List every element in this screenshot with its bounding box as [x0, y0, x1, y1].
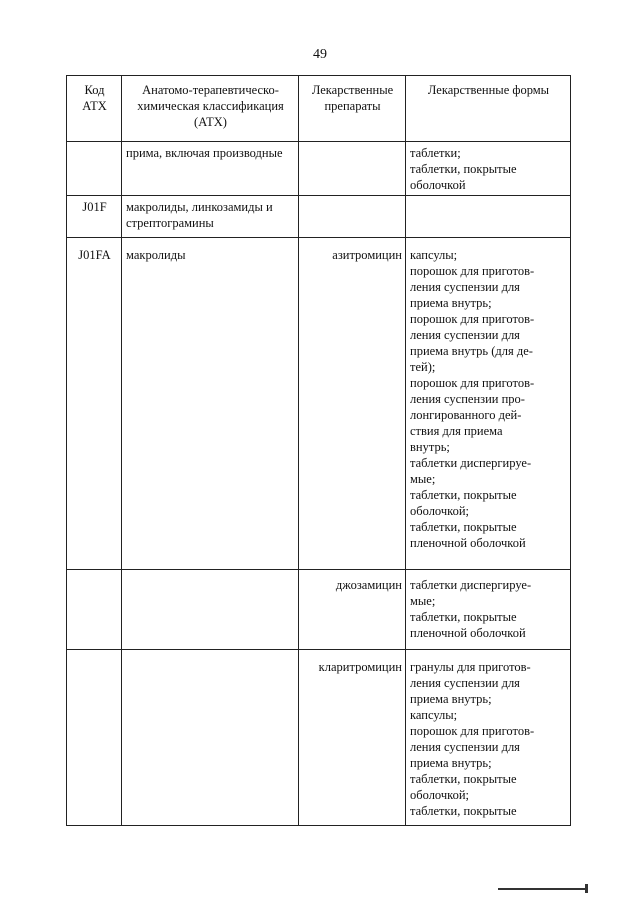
classification-cell: [122, 570, 299, 650]
drug-cell: [299, 142, 406, 196]
cell-line: приема внутрь;: [410, 692, 492, 706]
drug-cell: [299, 238, 406, 570]
footer-tick-mark: [585, 884, 588, 893]
cell-line: кларитромицин: [318, 660, 402, 674]
header-line: Лекарственные: [311, 83, 394, 97]
header-line: (АТХ): [194, 115, 227, 129]
classification-cell: [122, 238, 299, 570]
header-line: химическая классификация: [137, 99, 284, 113]
dosage-form-cell: [406, 238, 571, 570]
cell-line: ления суспензии для: [410, 328, 520, 342]
atc-code-cell: [67, 142, 122, 196]
cell-line: таблетки, покрытые: [410, 610, 517, 624]
cell-line: пленочной оболочкой: [410, 536, 526, 550]
dosage-form-cell: [406, 142, 571, 196]
cell-line: таблетки, покрытые: [410, 804, 517, 818]
table-row: [67, 142, 571, 196]
cell-line: порошок для приготов-: [410, 376, 535, 390]
dosage-form-cell: [406, 196, 571, 238]
cell-line: капсулы;: [410, 708, 458, 722]
cell-line: таблетки, покрытые: [410, 488, 517, 502]
header-dosage-forms: [406, 76, 571, 142]
cell-line: порошок для приготов-: [410, 724, 535, 738]
classification-cell: [122, 650, 299, 826]
cell-line: оболочкой;: [410, 788, 469, 802]
cell-line: J01F: [82, 200, 107, 214]
header-line: препараты: [324, 99, 381, 113]
cell-line: макролиды, линкозамиды и: [126, 200, 273, 214]
cell-line: стрептограмины: [126, 216, 214, 230]
cell-line: таблетки, покрытые: [410, 520, 517, 534]
classification-cell: [122, 142, 299, 196]
drug-cell: [299, 570, 406, 650]
cell-line: гранулы для приготов-: [410, 660, 531, 674]
atc-code-cell: [67, 650, 122, 826]
header-code-atc: [67, 76, 122, 142]
header-line: АТХ: [82, 99, 107, 113]
cell-line: порошок для приготов-: [410, 312, 535, 326]
cell-line: мые;: [410, 594, 436, 608]
dosage-form-cell: [406, 650, 571, 826]
cell-line: J01FA: [78, 248, 111, 262]
cell-line: таблетки, покрытые: [410, 162, 517, 176]
table-row: [67, 238, 571, 570]
cell-line: порошок для приготов-: [410, 264, 535, 278]
header-atc-classification: [122, 76, 299, 142]
cell-line: ления суспензии про-: [410, 392, 525, 406]
footer-underline-mark: [498, 888, 588, 890]
cell-line: азитромицин: [332, 248, 402, 262]
cell-line: джозамицин: [335, 578, 402, 592]
cell-line: прима, включая производные: [126, 146, 283, 160]
cell-line: приема внутрь (для де-: [410, 344, 533, 358]
cell-line: мые;: [410, 472, 436, 486]
header-line: Лекарственные формы: [427, 83, 550, 97]
cell-line: таблетки;: [410, 146, 461, 160]
cell-line: ления суспензии для: [410, 740, 520, 754]
header-line: Код: [84, 83, 105, 97]
classification-cell: [122, 196, 299, 238]
cell-line: тей);: [410, 360, 436, 374]
table-row: [67, 196, 571, 238]
cell-line: оболочкой: [410, 178, 466, 192]
cell-line: ления суспензии для: [410, 280, 520, 294]
drug-cell: [299, 650, 406, 826]
cell-line: приема внутрь;: [410, 296, 492, 310]
atc-code-cell: [67, 196, 122, 238]
cell-line: оболочкой;: [410, 504, 469, 518]
atc-code-cell: [67, 570, 122, 650]
cell-line: пленочной оболочкой: [410, 626, 526, 640]
table-row: [67, 650, 571, 826]
header-medicines: [299, 76, 406, 142]
cell-line: ления суспензии для: [410, 676, 520, 690]
cell-line: таблетки, покрытые: [410, 772, 517, 786]
table-header-row: [67, 76, 571, 142]
cell-line: ствия для приема: [410, 424, 503, 438]
header-line: Анатомо-терапевтическо-: [142, 83, 279, 97]
drug-classification-table: [66, 75, 571, 826]
cell-line: внутрь;: [410, 440, 450, 454]
cell-line: таблетки диспергируе-: [410, 578, 532, 592]
table-row: [67, 570, 571, 650]
cell-line: макролиды: [126, 248, 186, 262]
cell-line: таблетки диспергируе-: [410, 456, 532, 470]
cell-line: лонгированного дей-: [410, 408, 522, 422]
cell-line: приема внутрь;: [410, 756, 492, 770]
drug-cell: [299, 196, 406, 238]
page-number: 49: [313, 47, 327, 62]
dosage-form-cell: [406, 570, 571, 650]
cell-line: капсулы;: [410, 248, 458, 262]
atc-code-cell: [67, 238, 122, 570]
